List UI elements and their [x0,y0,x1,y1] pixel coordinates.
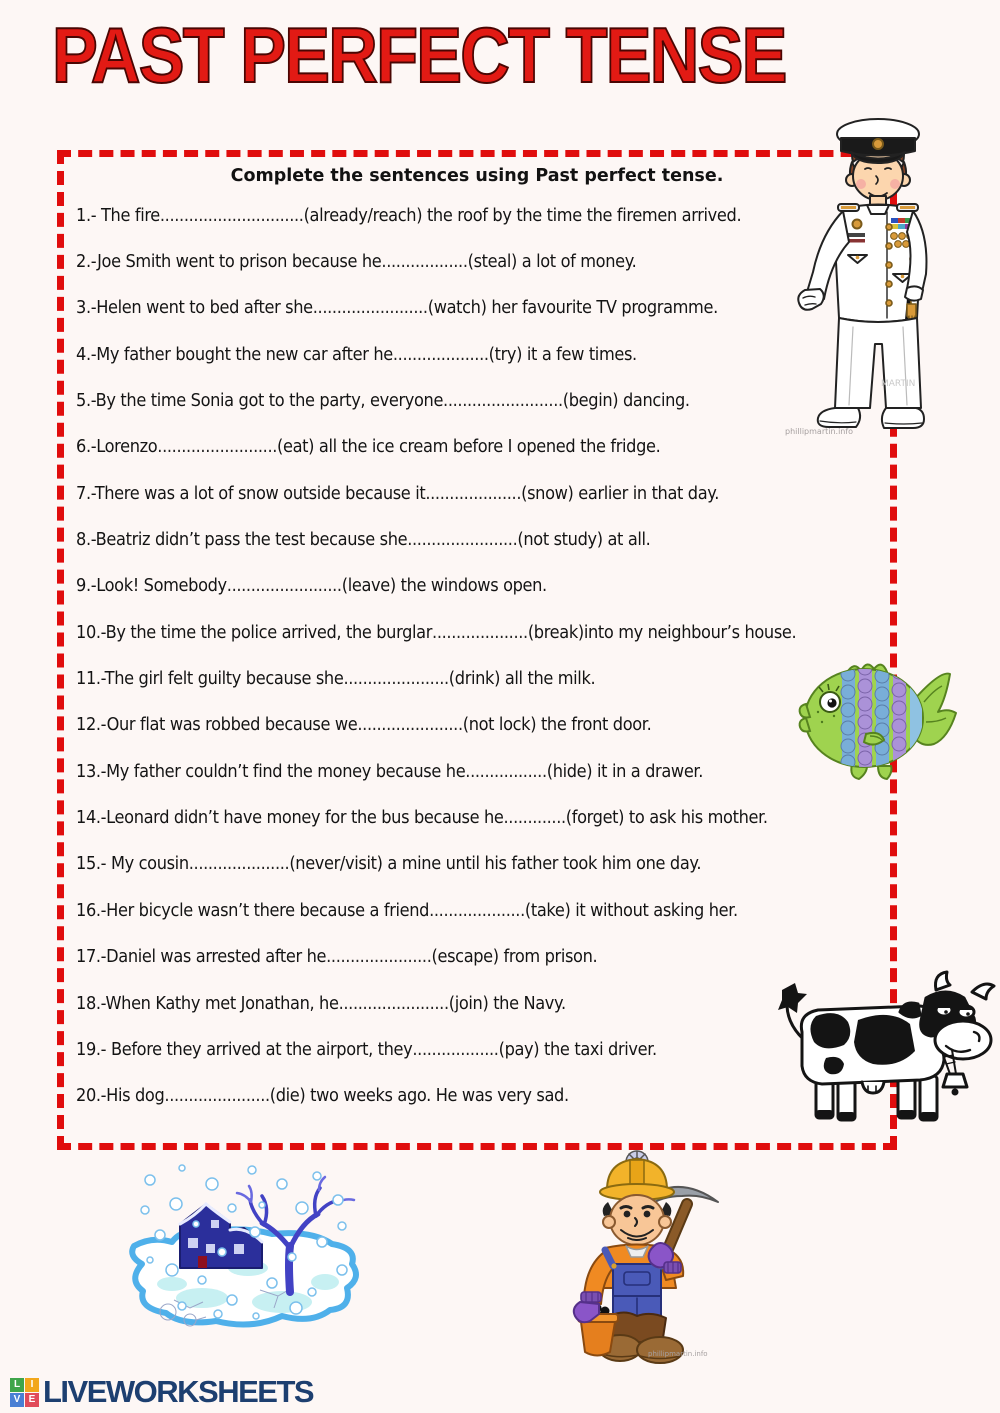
answer-blank[interactable]: ...................... [357,714,463,736]
answer-blank[interactable]: .................... [425,482,522,504]
sentence-item [76,331,807,377]
logo-tile-v: V [10,1393,24,1407]
answer-blank[interactable]: ....................... [338,992,449,1014]
sentence-post-text: (try) it a few times. [488,343,637,365]
sentence-post-text: (eat) all the ice cream before I opened the fridge. [277,436,661,458]
sentence-pre-text: 12.-Our flat was robbed because we [76,714,358,736]
snow-scene-illustration [110,1150,368,1342]
sentence-post-text: (not study) at all. [517,529,651,551]
sentence-pre-text: 8.-Beatriz didn’t pass the test because she [76,529,408,551]
answer-blank[interactable]: ......................... [157,436,278,458]
fish-illustration [792,646,960,784]
sentence-pre-text: 15.- My cousin [76,853,189,875]
sentence-item [76,516,807,562]
sentence-item [76,794,807,840]
answer-blank[interactable]: ........................ [226,575,342,597]
sentence-pre-text: 14.-Leonard didn’t have money for the bus because he [76,807,504,829]
logo-tile-i: I [25,1378,39,1392]
sentence-post-text: (hide) it in a drawer. [546,760,704,782]
sentence-item [76,841,807,887]
brand-name: LIVEWORKSHEETS [43,1374,314,1409]
logo-tiles-icon [10,1378,39,1407]
sentence-item [76,563,807,609]
sentence-post-text: (take) it without asking her. [524,899,738,921]
sentence-pre-text: 18.-When Kathy met Jonathan, he [76,992,339,1014]
sentence-pre-text: 5.-By the time Sonia got to the party, everyone [76,390,444,412]
sentence-item [76,377,807,423]
sentence-pre-text: 13.-My father couldn’t find the money because he [76,760,466,782]
sentence-pre-text: 4.-My father bought the new car after he [76,343,393,365]
sentence-item [76,887,807,933]
answer-blank[interactable]: .............................. [159,204,304,226]
answer-blank[interactable]: ................. [465,760,547,782]
sentence-pre-text: 6.-Lorenzo [76,436,158,458]
sentence-pre-text: 2.-Joe Smith went to prison because he [76,251,382,273]
sentence-post-text: (join) the Navy. [448,992,566,1014]
sentence-item [76,424,807,470]
sentence-pre-text: 16.-Her bicycle wasn’t there because a friend [76,899,430,921]
sentence-post-text: (not lock) the front door. [462,714,652,736]
answer-blank[interactable]: ...................... [326,946,432,968]
answer-blank[interactable]: .................... [392,343,489,365]
sentence-post-text: (snow) earlier in that day. [521,482,720,504]
sentence-post-text: (pay) the taxi driver. [498,1038,657,1060]
sentence-post-text: (die) two weeks ago. He was very sad. [269,1085,569,1107]
sentence-item [76,609,807,655]
sentence-post-text: (begin) dancing. [562,390,690,412]
sentence-pre-text: 20.-His dog [76,1085,165,1107]
answer-blank[interactable]: .................. [412,1038,499,1060]
sentence-post-text: (never/visit) a mine until his father took him one day. [289,853,702,875]
sentence-post-text: (forget) to ask his mother. [565,807,768,829]
miner-illustration [550,1146,728,1370]
sentence-item [76,1026,807,1072]
answer-blank[interactable]: .................... [432,621,528,643]
sentence-post-text: (escape) from prison. [431,946,598,968]
sentence-item [76,934,807,980]
answer-blank[interactable]: ......................... [443,390,563,412]
sentence-item [76,702,807,748]
answer-blank[interactable]: ..................... [188,853,290,875]
answer-blank[interactable]: ...................... [343,668,449,690]
sentence-post-text: (already/reach) the roof by the time the firemen arrived. [303,204,742,226]
sentence-pre-text: 3.-Helen went to bed after she [76,297,313,319]
officer-credit-text: phillipmartin.info [785,427,854,436]
navy-officer-illustration [793,112,965,444]
answer-blank[interactable]: .................... [429,899,525,921]
sentence-pre-text: 19.- Before they arrived at the airport, they [76,1038,413,1060]
logo-tile-l: L [10,1378,24,1392]
cow-illustration [760,960,996,1135]
sentence-item [76,238,807,284]
sentence-pre-text: 17.-Daniel was arrested after he [76,946,327,968]
sentence-post-text: (watch) her favourite TV programme. [427,297,718,319]
answer-blank[interactable]: ........................ [312,297,428,319]
sentence-item [76,980,807,1026]
instruction-text: Complete the sentences using Past perfect tense. [230,166,724,186]
miner-credit-text: phillipmartin.info [648,1350,708,1358]
page-title: PAST PERFECT TENSE [52,11,786,99]
liveworksheets-logo[interactable] [10,1374,313,1410]
sentence-pre-text: 10.-By the time the police arrived, the burglar [76,621,433,643]
sentence-item [76,1073,807,1119]
logo-tile-e: E [25,1393,39,1407]
sentence-post-text: (leave) the windows open. [341,575,547,597]
sentence-item [76,192,807,238]
sentence-post-text: (drink) all the milk. [448,668,596,690]
sentence-item [76,470,807,516]
sentence-pre-text: 1.- The fire [76,204,160,226]
sentence-item [76,285,807,331]
sentence-item [76,655,807,701]
sentence-pre-text: 7.-There was a lot of snow outside because it [76,482,426,504]
officer-watermark: MARTIN [881,379,916,389]
sentence-item [76,748,807,794]
answer-blank[interactable]: ....................... [407,529,518,551]
sentence-post-text: (break)into my neighbour’s house. [527,621,797,643]
sentence-post-text: (steal) a lot of money. [467,251,637,273]
answer-blank[interactable]: ...................... [164,1085,270,1107]
answer-blank[interactable]: .................. [381,251,468,273]
answer-blank[interactable]: ............. [503,807,566,829]
sentence-pre-text: 11.-The girl felt guilty because she [76,668,344,690]
sentence-pre-text: 9.-Look! Somebody [76,575,227,597]
